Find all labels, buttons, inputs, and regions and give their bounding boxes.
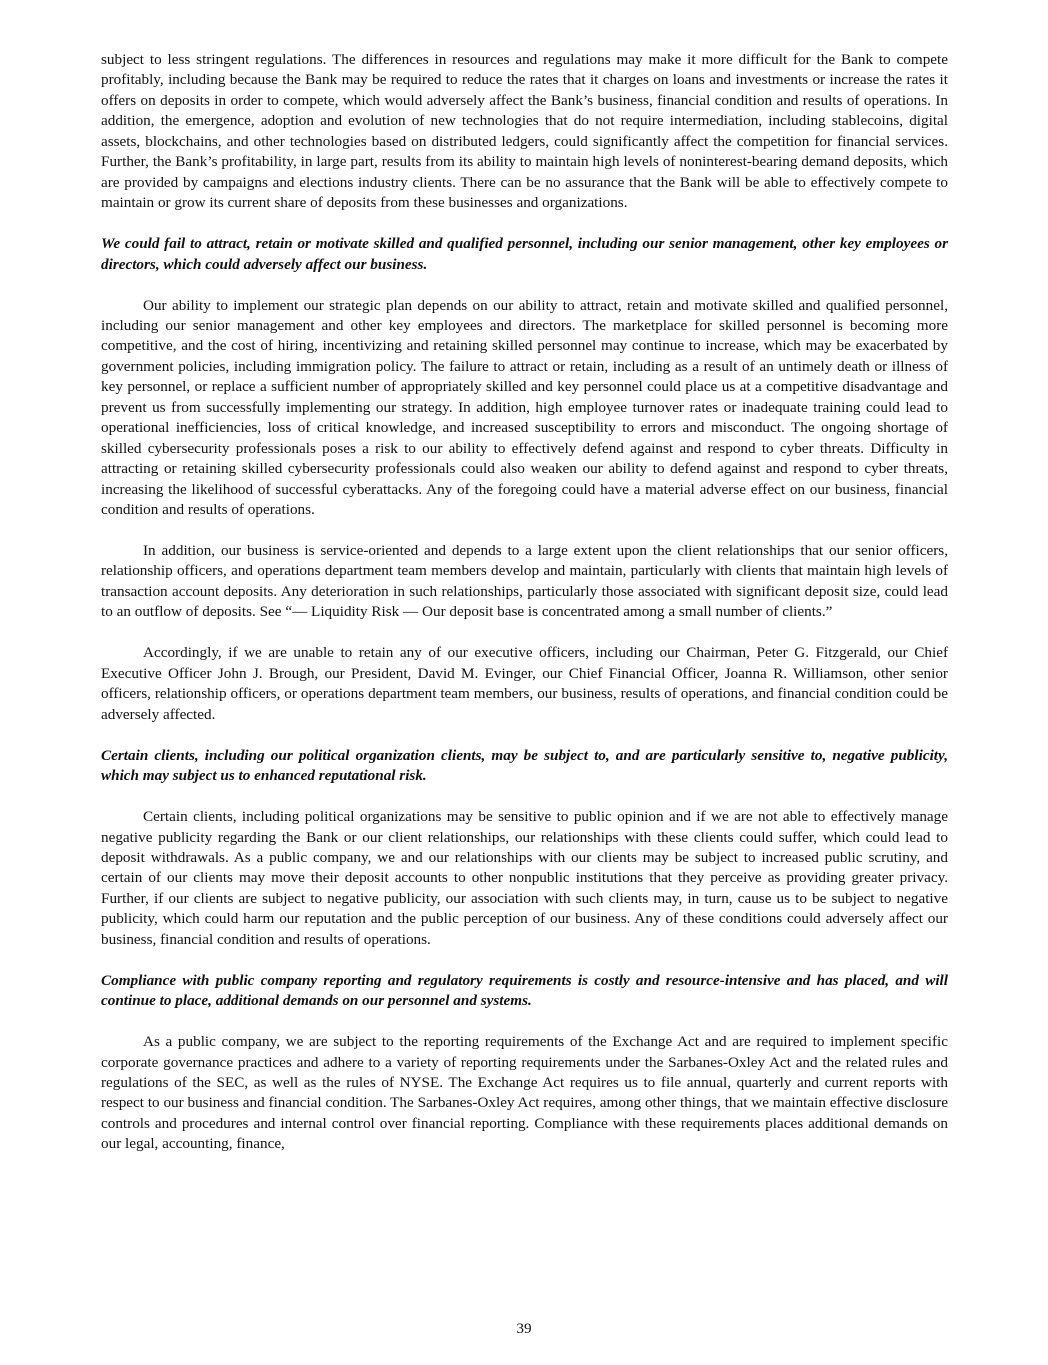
- paragraph-spacer: [101, 275, 948, 296]
- body-paragraph-executive-officers: Accordingly, if we are unable to retain any of our executive officers, including our Chairman, Peter G. Fitzgerald, our Chief Executive Officer John J. Brough, our President, David M. Evinger, our Chief Financial Officer, Joanna R. Williamson, other senior officers, relationship officers, or operations department team members, our business, results of operations, and financial condition could be adversely affected.: [101, 644, 948, 723]
- document-page: [101, 50, 948, 1155]
- page-number: 39: [516, 1320, 532, 1337]
- risk-factor-heading-personnel: We could fail to attract, retain or motivate skilled and qualified personnel, including our senior management, other key employees or directors, which could adversely affect our business.: [101, 235, 948, 273]
- paragraph-spacer: [101, 623, 948, 644]
- body-paragraph-competition-continued: subject to less stringent regulations. The differences in resources and regulations may make it more difficult for the Bank to compete profitably, including because the Bank may be required to reduce the rates that it charges on loans and investments or increase the rates it offers on deposits in order to compete, which would adversely affect the Bank’s business, financial condition and results of operations. In addition, the emergence, adoption and evolution of new technologies that do not require intermediation, including stablecoins, digital assets, blockchains, and other technologies based on distributed ledgers, could significantly affect the competition for financial services. Further, the Bank’s profitability, in large part, results from its ability to maintain high levels of noninterest-bearing demand deposits, which are provided by campaigns and elections industry clients. There can be no assurance that the Bank will be able to effectively compete to maintain or grow its current share of deposits from these businesses and organizations.: [101, 51, 948, 212]
- risk-factor-heading-public-company-compliance: Compliance with public company reporting and regulatory requirements is costly and resource-intensive and has placed, and will continue to place, additional demands on our personnel and systems.: [101, 971, 948, 1010]
- paragraph-spacer: [101, 1012, 948, 1033]
- paragraph-spacer: [101, 521, 948, 542]
- body-paragraph-personnel: Our ability to implement our strategic plan depends on our ability to attract, retain and motivate skilled and qualified personnel, including our senior management and other key employees and directors. The marketplace for skilled personnel is becoming more competitive, and the cost of hiring, incentivizing and retaining skilled personnel may continue to increase, which may be exacerbated by government policies, including immigration policy. The failure to attract or retain, including as a result of an untimely death or illness of key personnel, or replace a sufficient number of appropriately skilled and key personnel could place us at a competitive disadvantage and prevent us from successfully implementing our strategy. In addition, high employee turnover rates or inadequate training could lead to operational inefficiencies, loss of critical knowledge, and increased susceptibility to errors and misconduct. The ongoing shortage of skilled cybersecurity professionals poses a risk to our ability to effectively defend against and respond to cyber threats. Difficulty in attracting or retaining skilled cybersecurity professionals could also weaken our ability to defend against and respond to cyber threats, increasing the likelihood of successful cyberattacks. Any of the foregoing could have a material adverse effect on our business, financial condition and results of operations.: [101, 296, 948, 519]
- body-paragraph-negative-publicity: Certain clients, including political organizations may be sensitive to public opinion and if we are not able to effectively manage negative publicity regarding the Bank or our client relationships, our relationships with these clients could suffer, which could lead to deposit withdrawals. As a public company, we and our relationships with our clients may be subject to increased public scrutiny, and certain of our clients may move their deposit accounts to other nonpublic institutions that they perceive as providing greater privacy. Further, if our clients are subject to negative publicity, our association with such clients may, in turn, cause us to be subject to negative publicity, which could harm our reputation and the public perception of our business. Any of these conditions could adversely affect our business, financial condition and results of operations.: [101, 808, 948, 948]
- paragraph-spacer: [101, 787, 948, 808]
- paragraph-spacer: [101, 725, 948, 746]
- risk-factor-heading-negative-publicity: Certain clients, including our political organization clients, may be subject to, and are particularly sensitive to, negative publicity, which may subject us to enhanced reputational risk.: [101, 746, 948, 785]
- body-paragraph-client-relationships: In addition, our business is service-oriented and depends to a large extent upon the client relationships that our senior officers, relationship officers, and operations department team members develop and maintain, particularly with clients that maintain high levels of transaction account deposits. Any deterioration in such relationships, particularly those associated with significant deposit size, could lead to an outflow of deposits. See “— Liquidity Risk — Our deposit base is concentrated among a small number of clients.”: [101, 542, 948, 621]
- body-paragraph-public-company-compliance: As a public company, we are subject to the reporting requirements of the Exchange Act and are required to implement specific corporate governance practices and adhere to a variety of reporting requirements under the Sarbanes-Oxley Act and the related rules and regulations of the SEC, as well as the rules of NYSE. The Exchange Act requires us to file annual, quarterly and current reports with respect to our business and financial condition. The Sarbanes-Oxley Act requires, among other things, that we maintain effective disclosure controls and procedures and internal control over financial reporting. Compliance with these requirements places additional demands on our legal, accounting, finance,: [101, 1033, 948, 1153]
- paragraph-spacer: [101, 214, 948, 235]
- paragraph-spacer: [101, 950, 948, 971]
